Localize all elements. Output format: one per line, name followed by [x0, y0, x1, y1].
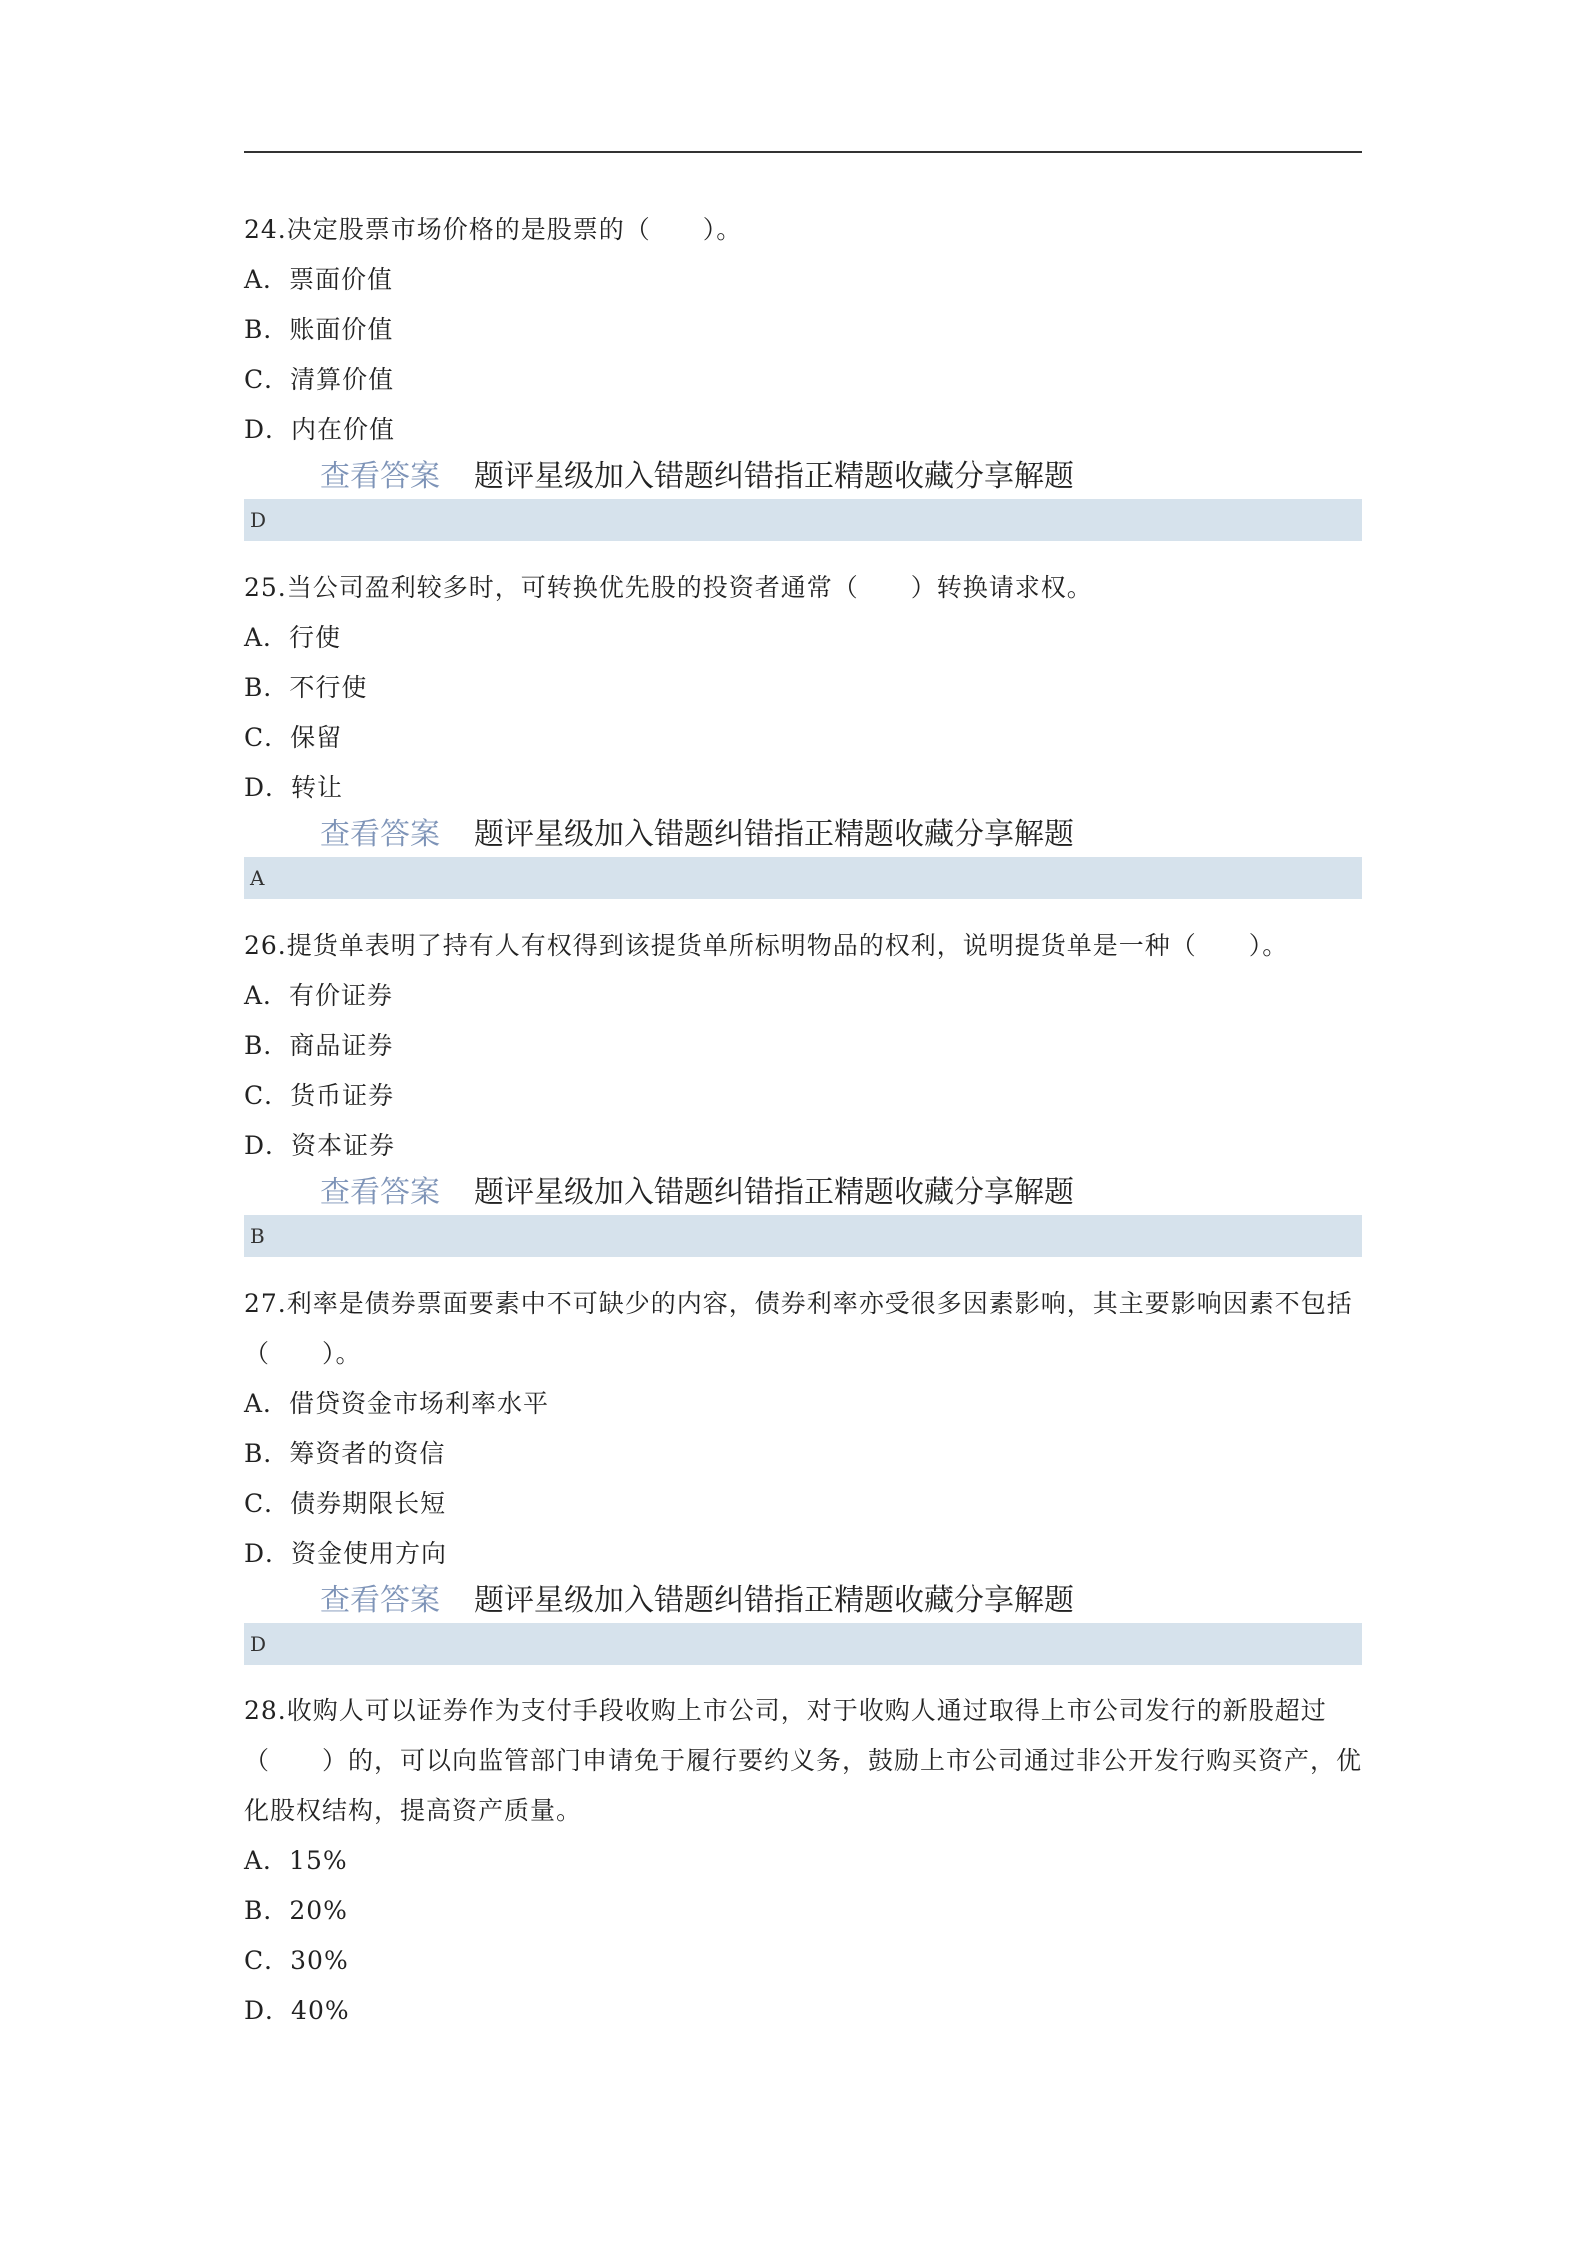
question-actions — [244, 813, 1362, 857]
question-27 — [244, 1279, 1362, 1665]
header-rule — [244, 151, 1362, 153]
option-a: A．15% — [244, 1846, 348, 1875]
question-28 — [244, 1686, 1362, 2036]
option-c: C．债券期限长短 — [244, 1489, 447, 1518]
option-d: D．资本证券 — [244, 1131, 396, 1160]
question-stem: 27.利率是债券票面要素中不可缺少的内容，债券利率亦受很多因素影响，其主要影响因素不包括（ ）。 — [244, 1289, 1353, 1368]
question-26 — [244, 921, 1362, 1257]
option-a: A．有价证券 — [244, 981, 394, 1010]
option-d: D．资金使用方向 — [244, 1539, 448, 1568]
option-b: B．筹资者的资信 — [244, 1439, 446, 1468]
view-answer-link[interactable]: 查看答案 — [320, 459, 440, 494]
view-answer-link[interactable]: 查看答案 — [320, 1583, 440, 1618]
option-d: D．40% — [244, 1996, 350, 2025]
option-a: A．行使 — [244, 623, 342, 652]
question-action-links[interactable]: 题评星级加入错题纠错指正精题收藏分享解题 — [474, 817, 1074, 852]
option-b: B．20% — [244, 1896, 348, 1925]
option-b: B．不行使 — [244, 673, 368, 702]
question-stem: 28.收购人可以证券作为支付手段收购上市公司，对于收购人通过取得上市公司发行的新股超过（ ）的，可以向监管部门申请免于履行要约义务，鼓励上市公司通过非公开发行购买资产，优化股权结构，提高资产质量。 — [244, 1696, 1363, 1825]
question-actions — [244, 455, 1362, 499]
answer-bar: D — [244, 499, 1362, 541]
option-b: B．账面价值 — [244, 315, 394, 344]
question-stem: 26.提货单表明了持有人有权得到该提货单所标明物品的权利，说明提货单是一种（ ）。 — [244, 931, 1289, 960]
option-a: A．票面价值 — [244, 265, 394, 294]
question-actions — [244, 1579, 1362, 1623]
option-c: C．货币证券 — [244, 1081, 395, 1110]
answer-bar: D — [244, 1623, 1362, 1665]
question-stem: 24.决定股票市场价格的是股票的（ ）。 — [244, 215, 743, 244]
question-action-links[interactable]: 题评星级加入错题纠错指正精题收藏分享解题 — [474, 1175, 1074, 1210]
question-stem: 25.当公司盈利较多时，可转换优先股的投资者通常（ ）转换请求权。 — [244, 573, 1093, 602]
option-c: C．清算价值 — [244, 365, 395, 394]
option-c: C．保留 — [244, 723, 343, 752]
view-answer-link[interactable]: 查看答案 — [320, 817, 440, 852]
option-d: D．内在价值 — [244, 415, 396, 444]
answer-bar: A — [244, 857, 1362, 899]
option-d: D．转让 — [244, 773, 344, 802]
view-answer-link[interactable]: 查看答案 — [320, 1175, 440, 1210]
question-25 — [244, 563, 1362, 899]
option-b: B．商品证券 — [244, 1031, 394, 1060]
option-c: C．30% — [244, 1946, 349, 1975]
question-24 — [244, 205, 1362, 541]
option-a: A．借贷资金市场利率水平 — [244, 1389, 550, 1418]
answer-bar: B — [244, 1215, 1362, 1257]
question-action-links[interactable]: 题评星级加入错题纠错指正精题收藏分享解题 — [474, 459, 1074, 494]
question-actions — [244, 1171, 1362, 1215]
question-action-links[interactable]: 题评星级加入错题纠错指正精题收藏分享解题 — [474, 1583, 1074, 1618]
